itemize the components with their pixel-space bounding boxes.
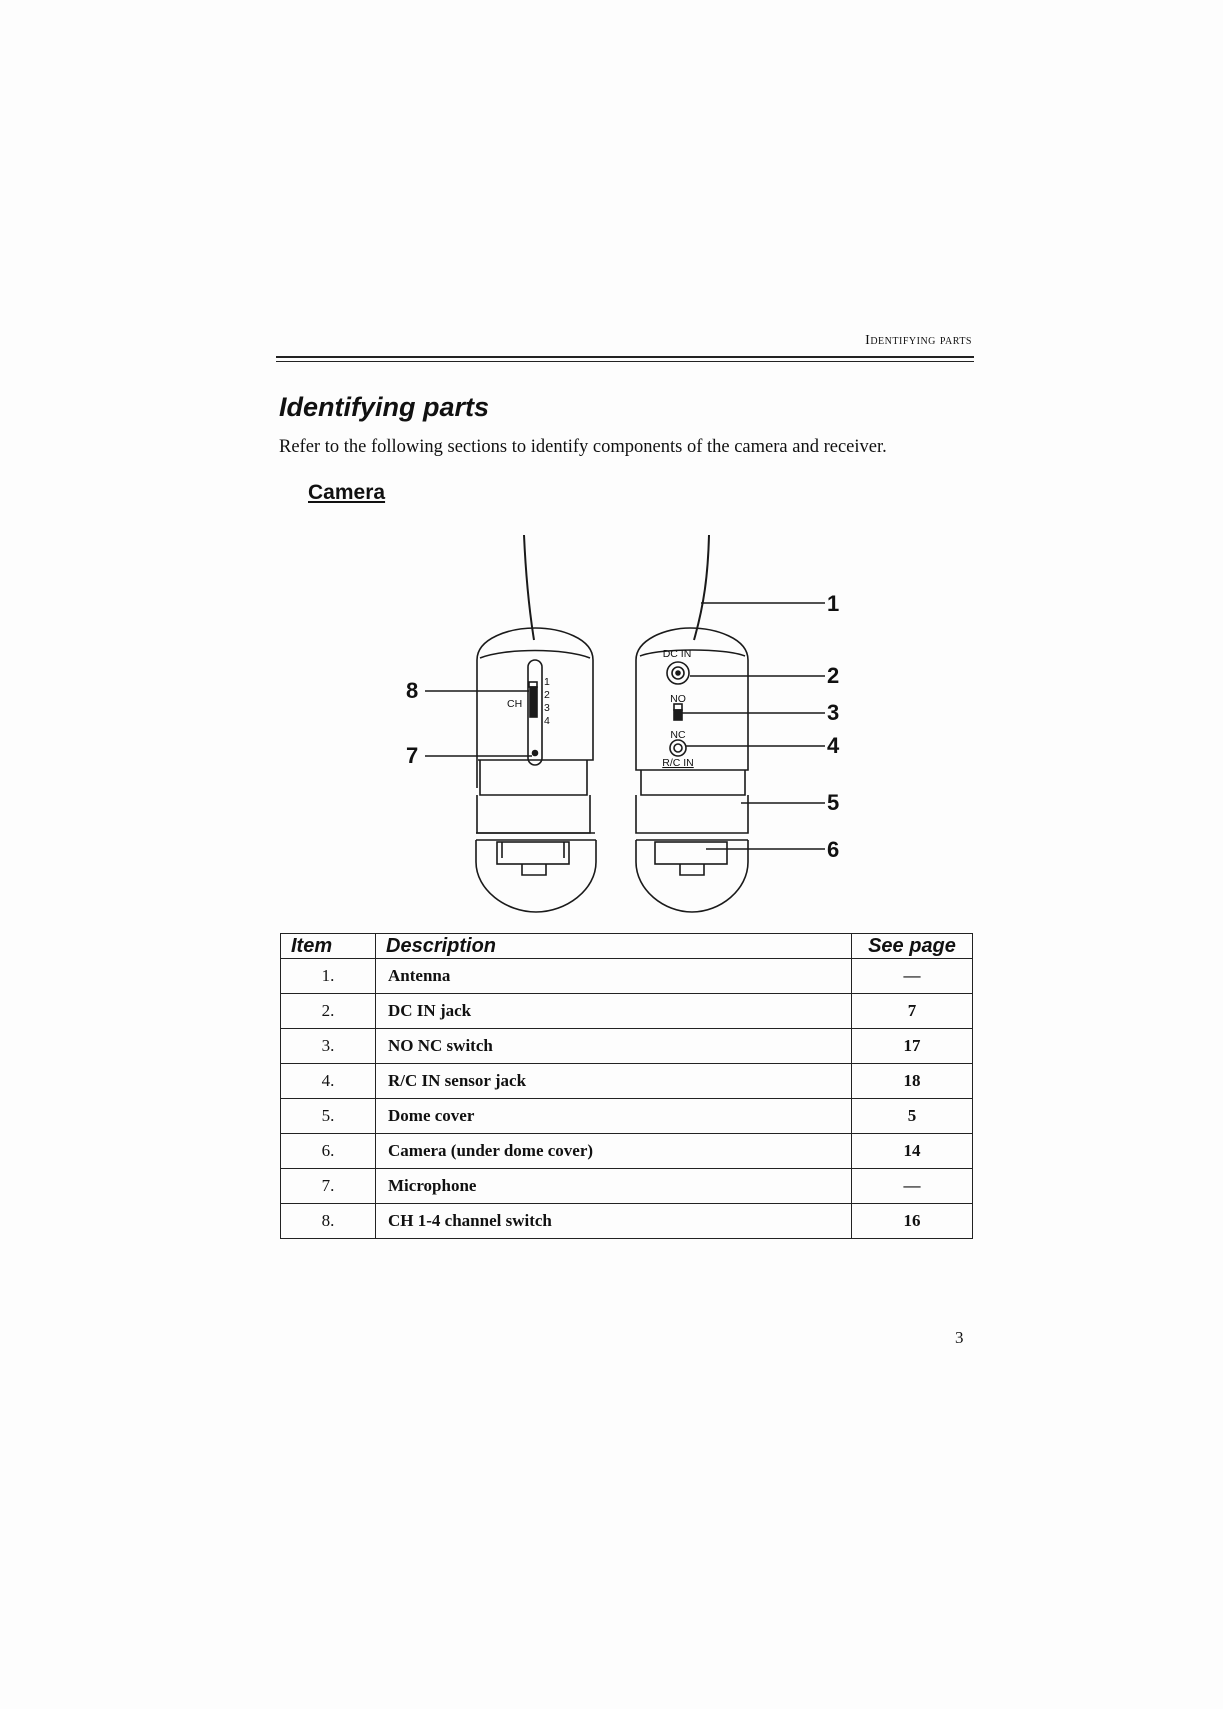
row-item: 3. xyxy=(281,1029,376,1064)
row-item: 5. xyxy=(281,1099,376,1134)
no-label: NO xyxy=(670,693,686,705)
ch-number-3: 3 xyxy=(544,702,550,714)
parts-table xyxy=(280,933,973,1239)
row-item: 1. xyxy=(281,959,376,994)
microphone-hole xyxy=(533,751,538,756)
table-row xyxy=(281,1169,973,1204)
row-page: 18 xyxy=(852,1064,973,1099)
front-antenna xyxy=(524,535,534,640)
callout-1: 1 xyxy=(827,591,840,616)
callout-5: 5 xyxy=(827,790,840,815)
row-description: CH 1-4 channel switch xyxy=(376,1204,852,1239)
header-description: Description xyxy=(376,934,852,959)
table-row xyxy=(281,959,973,994)
dc-in-jack-pin xyxy=(676,671,680,675)
table-row xyxy=(281,1064,973,1099)
back-collar xyxy=(636,795,748,833)
rc-in-jack-outer xyxy=(670,740,686,756)
row-description: Camera (under dome cover) xyxy=(376,1134,852,1169)
rc-in-label: R/C IN xyxy=(662,757,694,769)
header-item: Item xyxy=(281,934,376,959)
back-dome xyxy=(636,840,748,912)
back-neck xyxy=(641,770,745,795)
row-description: R/C IN sensor jack xyxy=(376,1064,852,1099)
callout-numbers xyxy=(406,591,840,862)
ch-number-2: 2 xyxy=(544,689,550,701)
row-item: 8. xyxy=(281,1204,376,1239)
front-camera-illustration xyxy=(476,535,596,912)
front-inner-lens xyxy=(522,864,546,875)
ch-switch-marker xyxy=(529,682,537,687)
table-row xyxy=(281,1099,973,1134)
row-page: — xyxy=(852,959,973,994)
callout-2: 2 xyxy=(827,663,840,688)
row-page: 14 xyxy=(852,1134,973,1169)
callout-6: 6 xyxy=(827,837,840,862)
no-nc-switch-knob xyxy=(674,710,682,720)
callout-8: 8 xyxy=(406,678,419,703)
table-row xyxy=(281,1029,973,1064)
callout-leaders xyxy=(425,603,825,849)
back-inner-lens xyxy=(680,864,704,875)
header-see-page: See page xyxy=(852,934,973,959)
table-row xyxy=(281,994,973,1029)
nc-label: NC xyxy=(670,729,686,741)
callout-7: 7 xyxy=(406,743,419,768)
front-inner-camera xyxy=(497,842,569,864)
row-page: 7 xyxy=(852,994,973,1029)
row-item: 6. xyxy=(281,1134,376,1169)
back-inner-camera xyxy=(655,842,727,864)
subsection-title: Camera xyxy=(308,481,386,504)
row-item: 2. xyxy=(281,994,376,1029)
back-camera-illustration xyxy=(636,535,748,912)
row-item: 4. xyxy=(281,1064,376,1099)
running-header: Identifying parts xyxy=(865,333,972,348)
ch-number-4: 4 xyxy=(544,715,550,727)
row-item: 7. xyxy=(281,1169,376,1204)
ch-label: CH xyxy=(507,698,523,710)
front-top-seam xyxy=(480,651,590,659)
section-title: Identifying parts xyxy=(279,392,490,422)
row-page: — xyxy=(852,1169,973,1204)
row-description: Dome cover xyxy=(376,1099,852,1134)
intro-paragraph: Refer to the following sections to identify components of the camera and receiver. xyxy=(279,437,887,457)
callout-4: 4 xyxy=(827,733,840,758)
callout-3: 3 xyxy=(827,700,840,725)
row-description: Microphone xyxy=(376,1169,852,1204)
back-antenna xyxy=(694,535,709,640)
front-collar xyxy=(477,795,590,833)
row-page: 5 xyxy=(852,1099,973,1134)
dc-in-label: DC IN xyxy=(662,648,692,660)
row-page: 16 xyxy=(852,1204,973,1239)
row-description: NO NC switch xyxy=(376,1029,852,1064)
table-row xyxy=(281,1134,973,1169)
ch-switch-knob xyxy=(530,687,537,717)
table-header-row xyxy=(281,934,973,959)
table-row xyxy=(281,1204,973,1239)
front-inner-ribs xyxy=(502,842,564,858)
back-top-seam xyxy=(640,650,745,656)
row-page: 17 xyxy=(852,1029,973,1064)
page-number: 3 xyxy=(955,1328,964,1347)
ch-number-1: 1 xyxy=(544,676,550,688)
row-description: DC IN jack xyxy=(376,994,852,1029)
rc-in-jack-inner xyxy=(674,744,682,752)
front-dome xyxy=(476,840,596,912)
row-description: Antenna xyxy=(376,959,852,994)
